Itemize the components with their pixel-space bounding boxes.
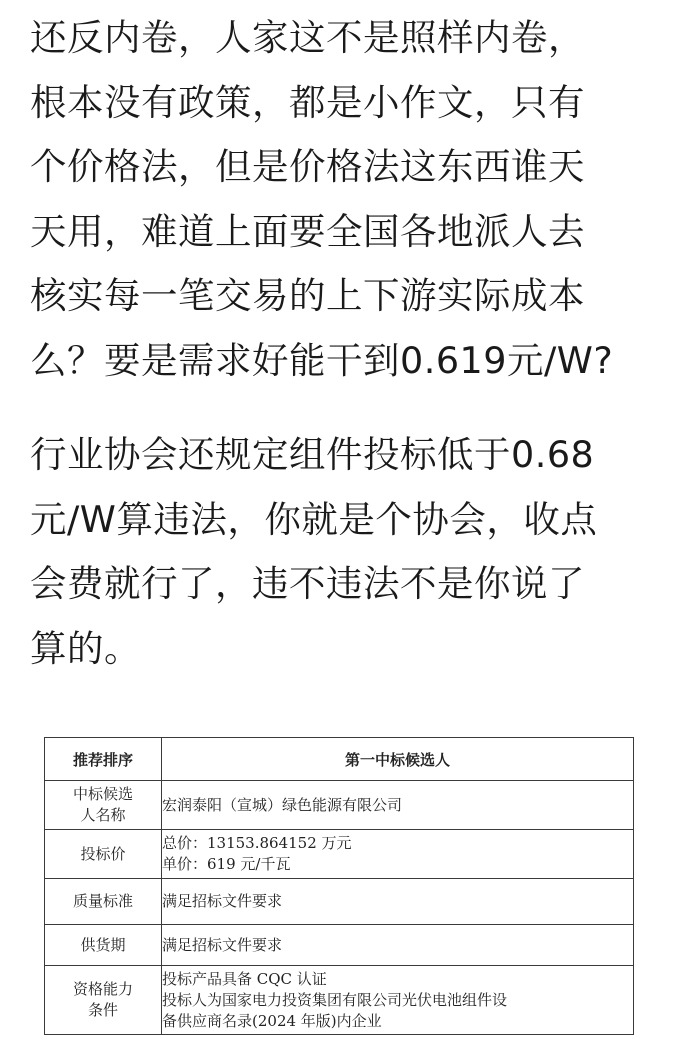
text-line: 么？要是需求好能干到0.619元/W? [30, 338, 614, 382]
row-label-bid-price [45, 830, 162, 879]
bid-document-image[interactable] [44, 737, 634, 1047]
table-row [45, 966, 634, 1035]
text-line: 行业协会还规定组件投标低于0.68 [30, 433, 595, 476]
row-label-candidate-name [45, 781, 162, 830]
bid-candidate-table [44, 737, 634, 1035]
value-line: 总价：13153.864152 万元 [162, 834, 352, 852]
post-paragraph-1 [30, 6, 666, 393]
table-row [45, 781, 634, 830]
value-line: 投标人为国家电力投资集团有限公司光伏电池组件设 [162, 990, 508, 1009]
row-label-delivery-period [45, 925, 162, 966]
table-row [45, 925, 634, 966]
value-line: 宏润泰阳（宣城）绿色能源有限公司 [162, 795, 403, 814]
row-value-qualification [162, 966, 634, 1035]
header-first-candidate: 第一中标候选人 [162, 738, 634, 781]
label-line: 资格能力 [72, 980, 133, 998]
label-line: 条件 [87, 1001, 118, 1019]
label-line: 投标价 [80, 844, 126, 863]
value-line: 投标产品具备 CQC 认证 [162, 969, 327, 988]
label-line: 质量标准 [72, 892, 133, 910]
row-value-quality-standard [162, 879, 634, 925]
table-header-row [45, 738, 634, 781]
text-line: 元/W算违法，你就是个协会，收点 [30, 497, 598, 541]
text-line: 会费就行了，违不违法不是你说了 [30, 562, 585, 605]
text-line: 天用，难道上面要全国各地派人去 [30, 209, 585, 253]
text-line: 核实每一笔交易的上下游实际成本 [30, 274, 585, 317]
text-line: 还反内卷，人家这不是照样内卷， [30, 16, 585, 59]
value-line: 单价：619 元/千瓦 [162, 855, 291, 873]
value-line: 满足招标文件要求 [162, 935, 283, 954]
value-line: 备供应商名录(2024 年版)内企业 [162, 1011, 382, 1030]
row-value-candidate-name [162, 781, 634, 830]
label-line: 人名称 [80, 806, 126, 824]
row-value-delivery-period [162, 925, 634, 966]
post-body [30, 6, 666, 681]
label-line: 供货期 [80, 935, 126, 954]
row-label-quality-standard [45, 879, 162, 925]
value-line: 满足招标文件要求 [162, 892, 283, 910]
row-label-qualification [45, 966, 162, 1035]
table-row [45, 830, 634, 879]
text-line: 根本没有政策，都是小作文，只有 [30, 80, 585, 124]
row-value-bid-price [162, 830, 634, 879]
text-line: 个价格法，但是价格法这东西谁天 [30, 145, 585, 188]
table-row [45, 879, 634, 925]
text-line: 算的。 [30, 626, 141, 670]
label-line: 中标候选 [72, 785, 133, 803]
post-paragraph-2 [30, 423, 666, 681]
header-rank: 推荐排序 [45, 738, 162, 781]
